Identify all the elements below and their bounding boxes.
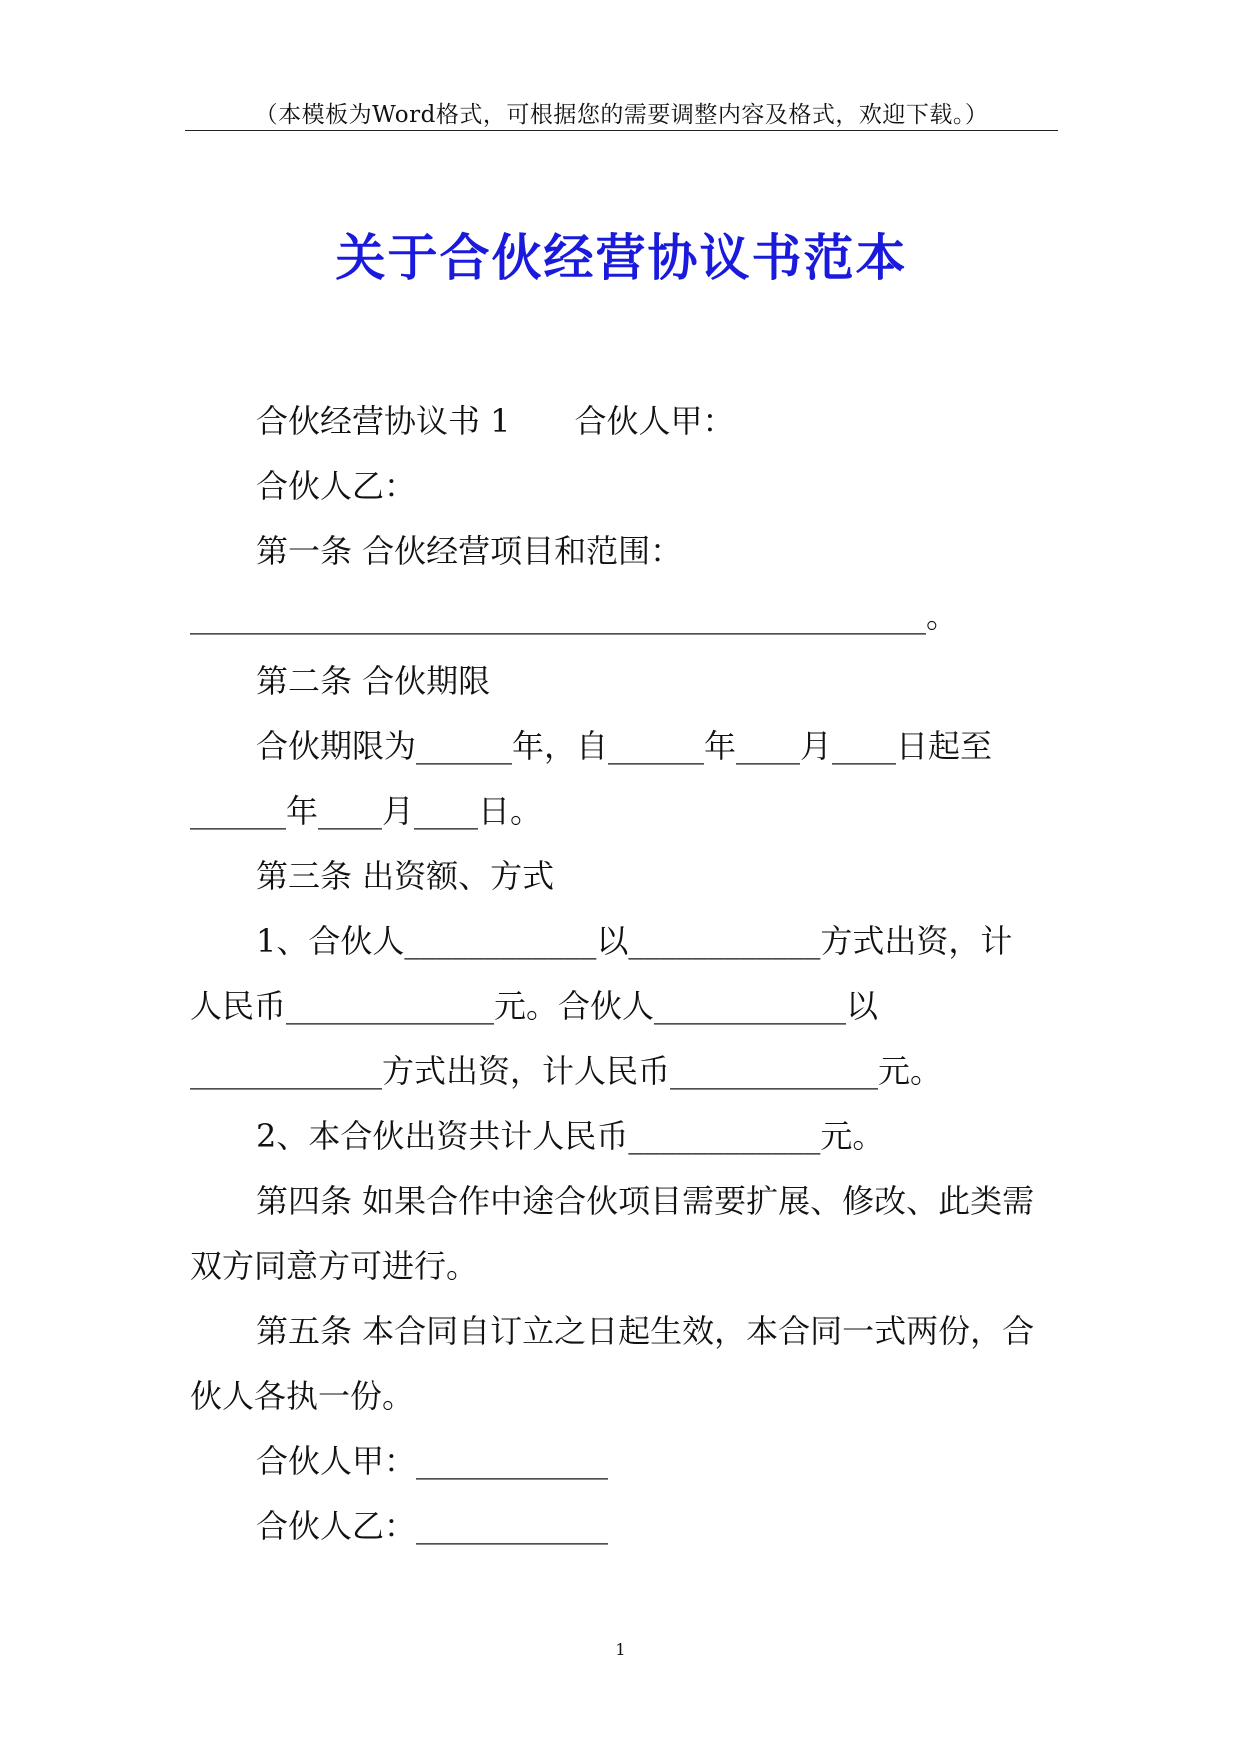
body-line-article-4b: 双方同意方可进行。 xyxy=(190,1247,479,1285)
body-line-contribution-2: 人民币_____________元。合伙人____________以 xyxy=(190,987,879,1025)
body-line-contribution-3: ____________方式出资，计人民币_____________元。 xyxy=(190,1052,943,1090)
body-line-contribution-total: 2、本合伙出资共计人民币____________元。 xyxy=(256,1117,885,1155)
document-title: 关于合伙经营协议书范本 xyxy=(335,228,908,287)
page-number: 1 xyxy=(615,1640,626,1659)
body-line-article-1: 第一条 合伙经营项目和范围： xyxy=(256,532,683,570)
body-line-partner-b: 合伙人乙： xyxy=(256,467,417,505)
body-line-signature-b: 合伙人乙：____________ xyxy=(256,1507,609,1545)
body-line-signature-a: 合伙人甲：____________ xyxy=(256,1442,609,1480)
header-note: （本模板为Word格式，可根据您的需要调整内容及格式，欢迎下载。） xyxy=(254,102,989,128)
body-line-partner-a: 合伙经营协议书 1 合伙人甲： xyxy=(256,402,735,440)
body-line-scope-blank: ______________________________________________。 xyxy=(190,597,959,635)
body-line-term-1: 合伙期限为______年，自______年____月____日起至 xyxy=(256,727,993,765)
body-line-term-2: ______年____月____日。 xyxy=(190,792,543,830)
body-line-article-3: 第三条 出资额、方式 xyxy=(256,857,555,895)
body-line-article-5a: 第五条 本合同自订立之日起生效，本合同一式两份，合 xyxy=(256,1312,1035,1350)
body-line-article-2: 第二条 合伙期限 xyxy=(256,662,491,700)
body-line-article-4a: 第四条 如果合作中途合伙项目需要扩展、修改、此类需 xyxy=(256,1182,1035,1220)
header-rule xyxy=(185,130,1058,131)
body-line-contribution-1: 1、合伙人____________以____________方式出资，计 xyxy=(256,922,1013,960)
body-line-article-5b: 伙人各执一份。 xyxy=(190,1377,415,1415)
